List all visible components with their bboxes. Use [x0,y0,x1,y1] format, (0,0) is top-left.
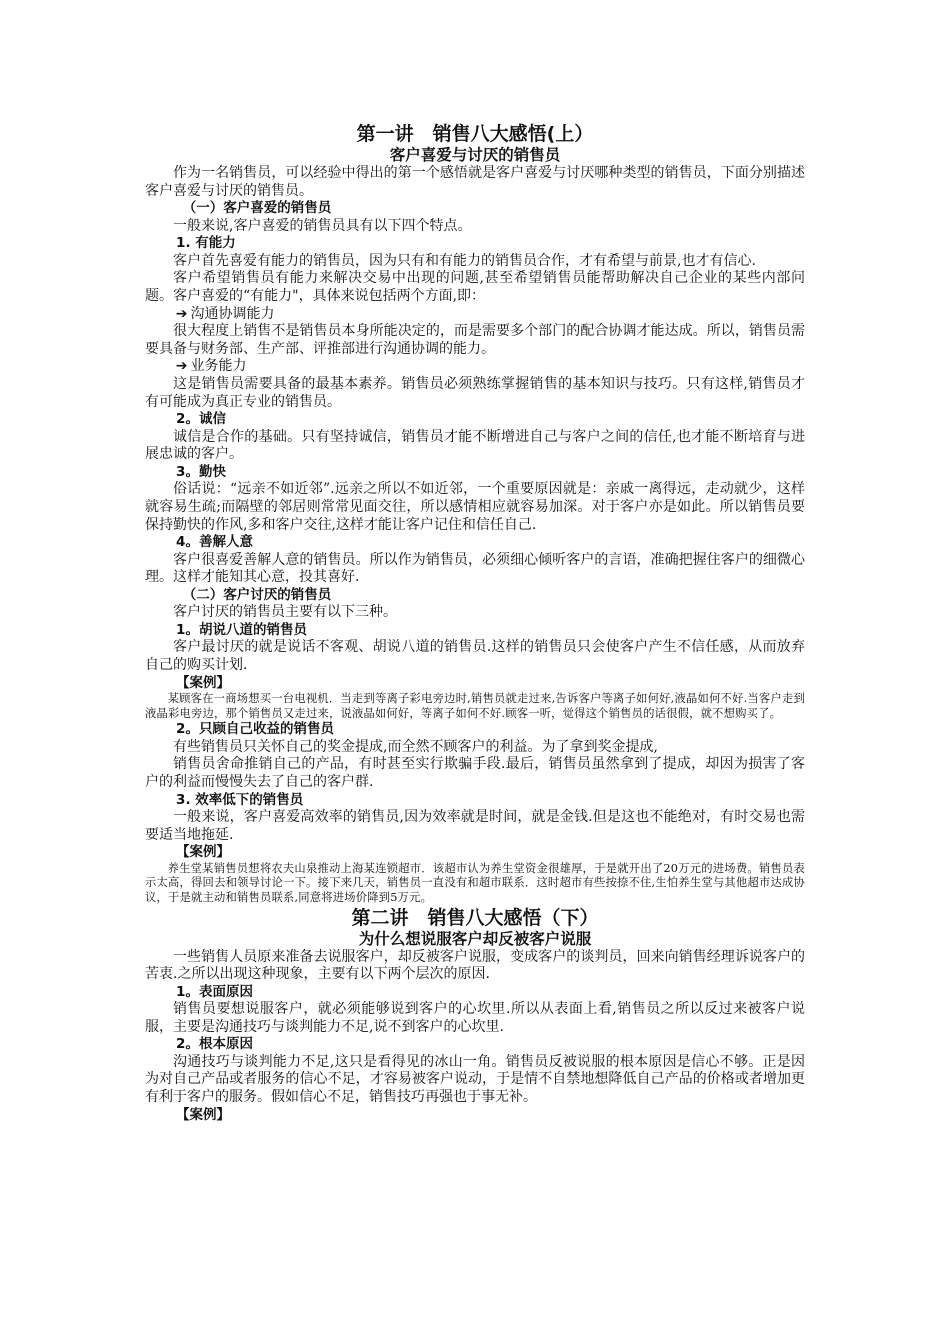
lecture1-subtitle: 客户喜爱与讨厌的销售员 [389,146,561,164]
reason1-text: 销售员要想说服客户，就必须能够说到客户的心坎里.所以从表面上看,销售员之所以反过来被客户说服，主要是沟通技巧与谈判能力不足,说不到客户的心坎里. [145,1001,805,1035]
lecture2-intro: 一些销售人员原来准备去说服客户，却反被客户说服，变成客户的谈判员，回来向销售经理诉说客户的苦衷.之所以出现这种现象，主要有以下两个层次的原因. [145,948,805,983]
item3-text: 俗话说：“远亲不如近邻”.远亲之所以不如近邻，一个重要原因就是：亲戚一离得远，走动就少，这样就容易生疏;而隔壁的邻居则常常见面交往，所以感情相应就容易加深。对于客户亦是如此。所以销售员要保持勤快的作风,多和客户交往,这样才能让客户记住和信任自己. [145,481,805,533]
case2-text: 养生堂某销售员想将农夫山泉推动上海某连锁超市．该超市认为养生堂资金很雄厚，于是就开出了20万元的进场费。销售员表示太高，得回去和领导讨论一下。接下来几天，销售员一直没有和超市联系．这时超市有些按捺不住,生怕养生堂与其他超市达成协议，于是就主动和销售员联系,同意将进场价降到5万元。 [145,861,805,904]
bad1-heading: 1。胡说八道的销售员 [176,621,307,638]
bad2-paragraph-1: 有些销售员只关怀自己的奖金提成,而全然不顾客户的利益。为了拿到奖金提成, [173,738,658,755]
section1-intro: 一般来说,客户喜爱的销售员具有以下四个特点。 [173,217,472,234]
bad3-text: 一般来说，客户喜爱高效率的销售员,因为效率就是时间，就是金钱.但是这也不能绝对，有时交易也需要适当地拖延. [145,809,805,843]
case-label: 【案例】 [176,844,231,861]
case-label: 【案例】 [176,1106,231,1123]
sub2-heading [145,358,805,376]
bad1-text: 客户最讨厌的就是说话不客观、胡说八道的销售员.这样的销售员只会使客户产生不信任感，从而放弃自己的购买计划. [145,639,805,673]
section2-intro: 客户讨厌的销售员主要有以下三种。 [173,604,397,621]
sub1-label: 沟通协调能力 [190,305,275,322]
sub2-text: 这是销售员需要具备的最基本素养。销售员必须熟练掌握销售的基本知识与技巧。只有这样,销售员才有可能成为真正专业的销售员。 [145,375,805,410]
case1-text: 某顾客在一商场想买一台电视机．当走到等离子彩电旁边时,销售员就走过来,告诉客户等离子如何好,液晶如何不好.当客户走到液晶彩电旁边，那个销售员又走过来，说液晶如何好，等离子如何不好.顾客一听，觉得这个销售员的话很假，就不想购买了。 [145,692,805,720]
sub1-heading [145,306,805,324]
sub2-label: 业务能力 [190,358,247,375]
sub1-text: 很大程度上销售不是销售员本身所能决定的，而是需要多个部门的配合协调才能达成。所以，销售员需要具备与财务部、生产部、评推部进行沟通协调的能力。 [145,323,805,357]
reason2-text: 沟通技巧与谈判能力不足,这只是看得见的冰山一角。销售员反被说服的根本原因是信心不够。正是因为对自己产品或者服务的信心不足，才容易被客户说动，于是情不自禁地想降低自己产品的价格或者增加更有利于客户的服务。假如信心不足，销售技巧再强也于事无补。 [145,1053,805,1106]
document-page [145,122,805,1124]
item3-heading: 3。勤快 [176,463,226,480]
bad2-heading: 2。只顾自己收益的销售员 [176,721,334,738]
item4-heading: 4。善解人意 [176,534,253,551]
bad2-paragraph-2: 销售员舍命推销自己的产品，有时甚至实行欺骗手段.最后，销售员虽然拿到了提成，却因为损害了客户的利益而慢慢失去了自己的客户群. [145,756,805,790]
section1-heading: （一）客户喜爱的销售员 [182,200,332,217]
item1-paragraph-1: 客户首先喜爱有能力的销售员，因为只有和有能力的销售员合作，才有希望与前景,也才有信心. [173,252,756,269]
lecture1-intro: 作为一名销售员，可以经验中得出的第一个感悟就是客户喜爱与讨厌哪种类型的销售员，下面分别描述客户喜爱与讨厌的销售员。 [145,165,805,199]
reason2-heading: 2。根本原因 [176,1036,253,1053]
item2-heading: 2。诚信 [176,411,226,428]
section2-heading: （二）客户讨厌的销售员 [182,586,332,603]
lecture1-title: 第一讲 销售八大感悟(上） [356,123,594,145]
lecture2-subtitle: 为什么想说服客户却反被客户说服 [358,929,592,948]
reason1-heading: 1。表面原因 [176,983,253,1000]
right-arrow-icon: ➔ [175,305,188,322]
bad3-heading: 3. 效率低下的销售员 [176,791,304,808]
item1-paragraph-2: 客户希望销售员有能力来解决交易中出现的问题,甚至希望销售员能帮助解决自己企业的某些内部问题。客户喜爱的“有能力"，具体来说包括两个方面,即： [145,270,805,304]
item4-text: 客户很喜爱善解人意的销售员。所以作为销售员，必须细心倾听客户的言语，准确把握住客户的细微心理。这样才能知其心意，投其喜好. [145,551,805,586]
right-arrow-icon: ➔ [175,358,188,375]
item1-heading: 1. 有能力 [176,235,236,252]
case-label: 【案例】 [176,674,231,691]
lecture2-title: 第二讲 销售八大感悟（下） [351,906,599,929]
item2-text: 诚信是合作的基础。只有坚持诚信，销售员才能不断增进自己与客户之间的信任,也才能不断培育与进展忠诚的客户。 [145,428,805,463]
